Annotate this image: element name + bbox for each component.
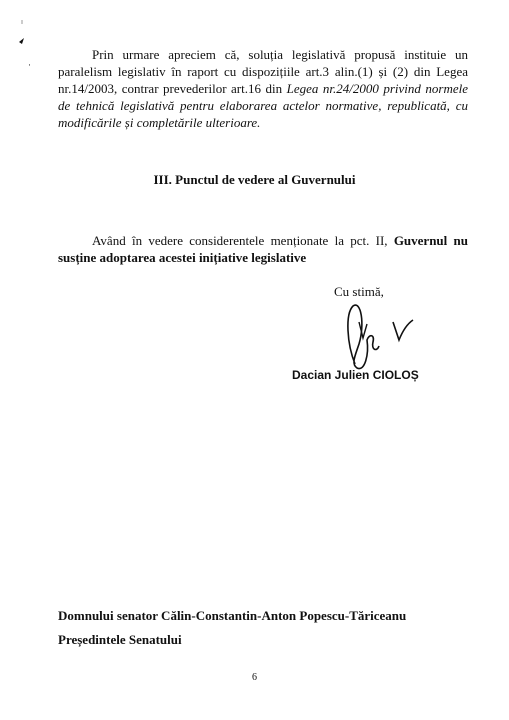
paragraph-text: Prin urmare apreciem că, soluția legislativă propusă instituie un paralelism legislativ în raport cu dispozițiile art.3 alin.(1) și (2) din Legea nr.14/2003, contrar prevederilor art.16 din <box>58 47 468 96</box>
scan-dot: · <box>28 60 31 70</box>
page-number: 6 <box>252 672 257 683</box>
closing-salutation: Cu stimă, <box>334 284 384 299</box>
scan-mark <box>16 18 26 53</box>
paragraph-text: Având în vedere considerentele menționate la pct. II, <box>92 233 394 248</box>
law-citation: Legea nr.24/2000 privind normele de tehnică legislativă pentru elaborarea actelor normative, republicată, cu modificările și completările ulterioare. <box>58 81 468 130</box>
government-conclusion: Guvernul nu susține adoptarea acestei inițiative legislative <box>58 233 468 265</box>
section-heading: III. Punctul de vedere al Guvernului <box>153 172 356 187</box>
handwritten-signature <box>325 294 425 379</box>
signatory-name: Dacian Julien CIOLOȘ <box>292 368 419 382</box>
addressee-title: Președintele Senatului <box>58 632 182 647</box>
paragraph-government-position <box>58 232 468 266</box>
addressee-name: Domnului senator Călin-Constantin-Anton Popescu-Tăriceanu <box>58 608 407 623</box>
paragraph-legislative-parallelism <box>58 46 468 131</box>
